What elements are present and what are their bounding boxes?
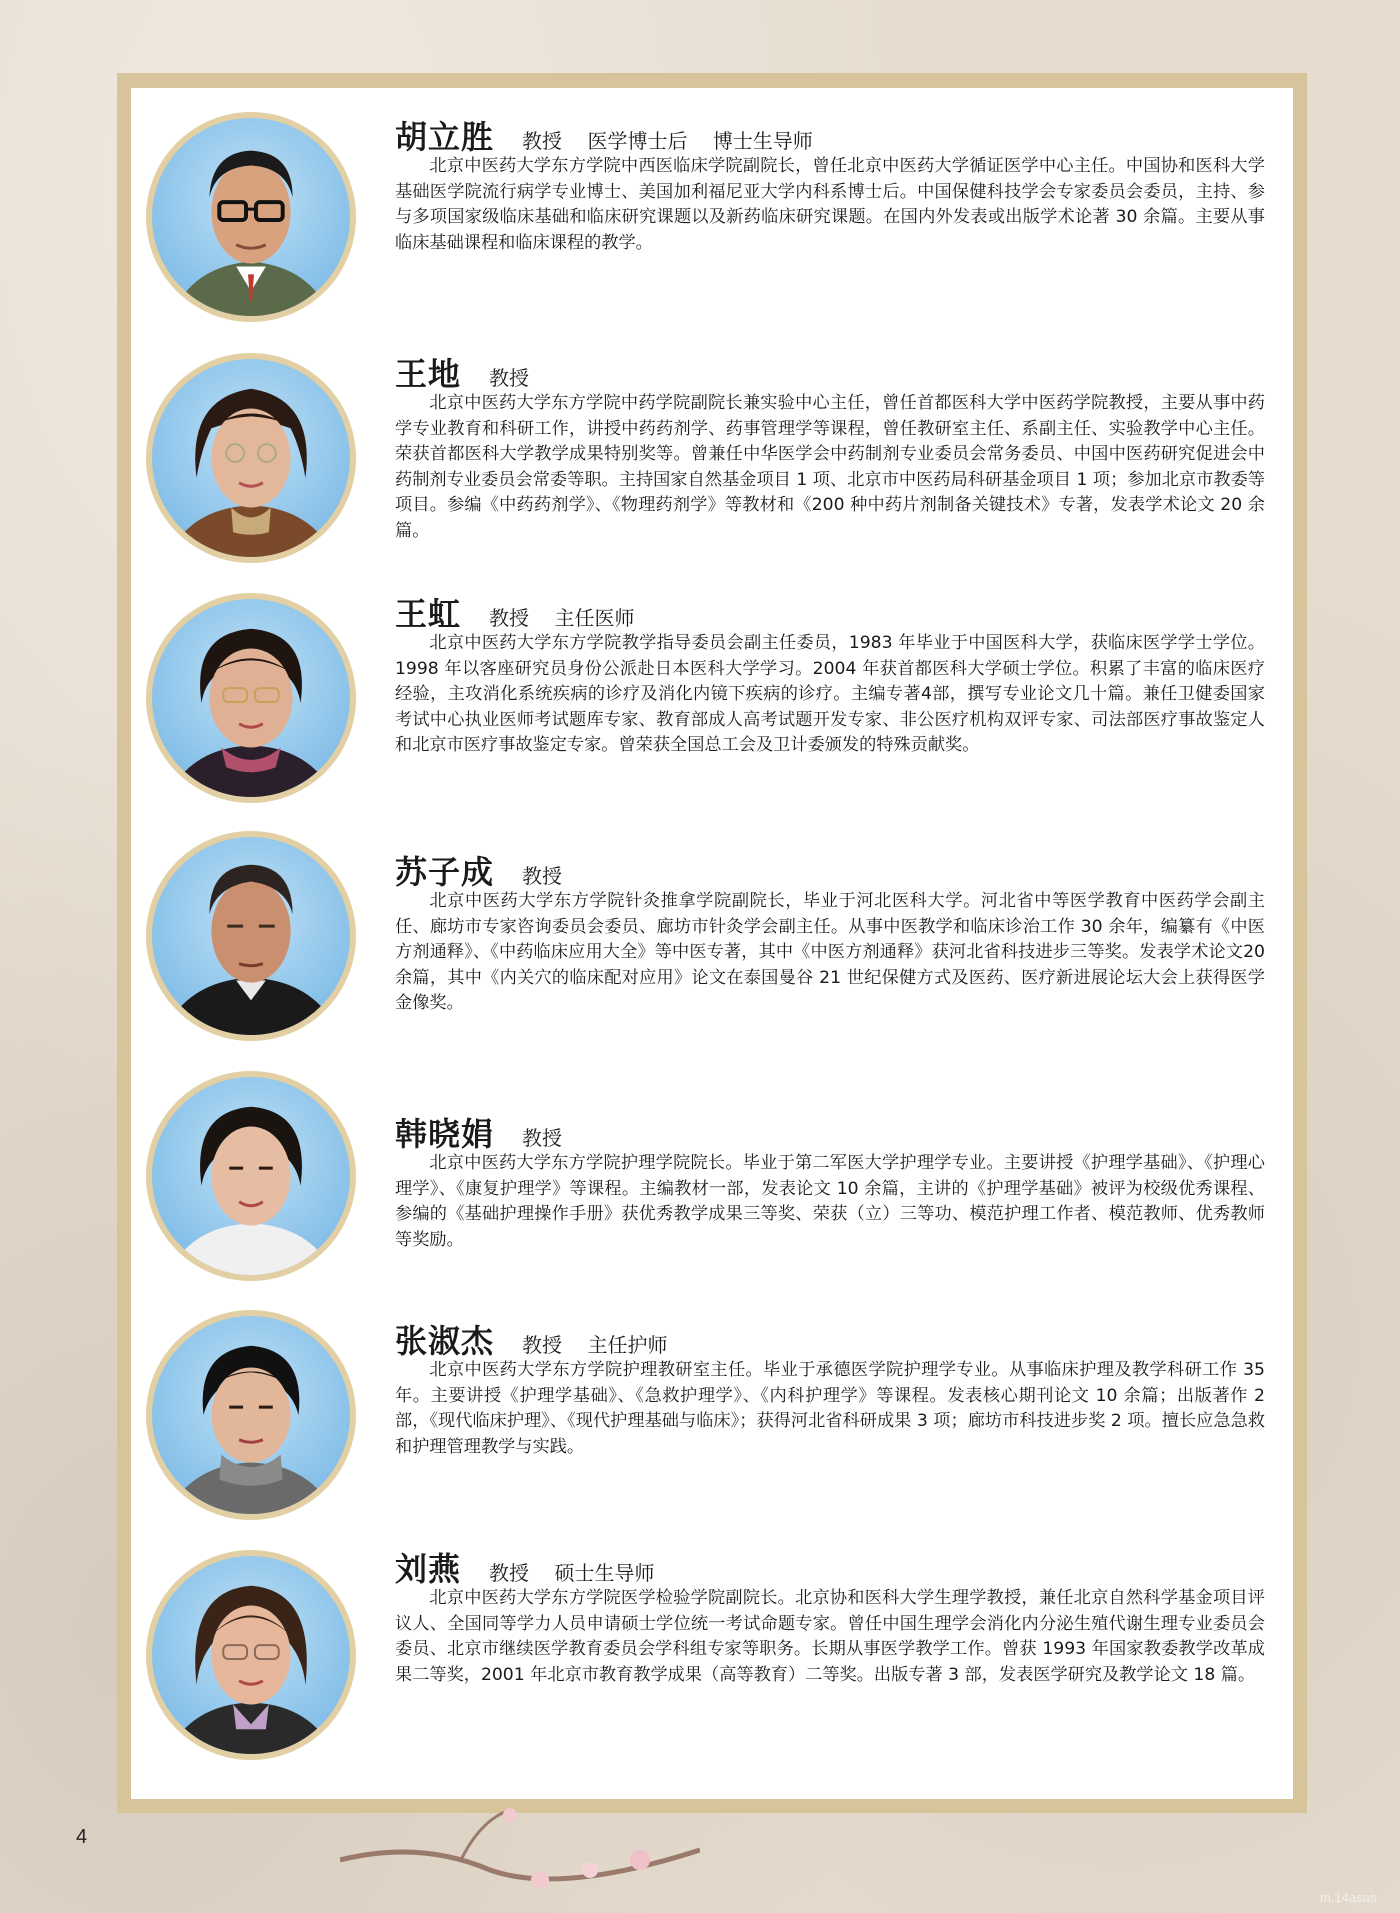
person-name: 胡立胜: [395, 118, 495, 156]
portrait-photo: [146, 1550, 356, 1760]
portrait-photo: [146, 112, 356, 322]
page-number: 4: [76, 1826, 88, 1848]
person-name: 苏子成: [395, 853, 495, 891]
person-titles: 教授 医学博士后 博士生导师: [522, 129, 813, 153]
person-titles: 教授: [489, 366, 530, 390]
portrait-photo: [146, 593, 356, 803]
portrait-image: [152, 599, 350, 797]
watermark-text: m.14asas.: [1320, 1890, 1380, 1905]
person-name: 王地: [395, 355, 462, 393]
person-description: 北京中医药大学东方学院护理教研室主任。毕业于承德医学院护理学专业。从事临床护理及教学科研工作 35 年。主要讲授《护理学基础》、《急救护理学》、《内科护理学》等课程。发表核心期刊论文 10 余篇；出版著作 2 部，《现代临床护理》、《现代护理基础与临床》；获得河北省科研成果 3 项；廊坊市科技进步奖 2 项。擅长应急急救和护理管理教学与实践。: [395, 1360, 1265, 1457]
profile-bio: [395, 1109, 1265, 1253]
portrait-image: [152, 118, 350, 316]
person-titles: 教授 主任护师: [522, 1333, 668, 1357]
faculty-panel: [131, 88, 1293, 1799]
profile-bio: [395, 589, 1265, 759]
portrait-image: [152, 1316, 350, 1514]
person-name: 张淑杰: [395, 1322, 495, 1360]
person-description: 北京中医药大学东方学院针灸推拿学院副院长，毕业于河北医科大学。河北省中等医学教育中医药学会副主任、廊坊市专家咨询委员会委员、廊坊市针灸学会副主任。从事中医教学和临床诊治工作 30 余年，编纂有《中医方剂通释》、《中药临床应用大全》等中医专著，其中《中医方剂通释》获河北省科技进步三等奖。发表学术论文20余篇，其中《内关穴的临床配对应用》论文在泰国曼谷 21 世纪保健方式及医药、医疗新进展论坛大会上获得医学金像奖。: [395, 891, 1265, 1014]
person-description: 北京中医药大学东方学院医学检验学院副院长。北京协和医科大学生理学教授，兼任北京自然科学基金项目评议人、全国同等学力人员申请硕士学位统一考试命题专家。曾任中国生理学会消化内分泌生殖代谢生理专业委员会委员、北京市继续医学教育委员会学科组专家等职务。长期从事医学教学工作。曾获 1993 年国家教委教学改革成果二等奖，2001 年北京市教育教学成果（高等教育）二等奖。出版专著 3 部，发表医学研究及教学论文 18 篇。: [395, 1588, 1265, 1685]
portrait-photo: [146, 1310, 356, 1520]
person-titles: 教授: [522, 864, 563, 888]
profile-bio: [395, 847, 1265, 1017]
portrait-image: [152, 837, 350, 1035]
portrait-photo: [146, 353, 356, 563]
portrait-photo: [146, 831, 356, 1041]
profile-bio: [395, 112, 1265, 256]
portrait-image: [152, 359, 350, 557]
portrait-image: [152, 1077, 350, 1275]
portrait-image: [152, 1556, 350, 1754]
person-description: 北京中医药大学东方学院护理学院院长。毕业于第二军医大学护理学专业。主要讲授《护理学基础》、《护理心理学》、《康复护理学》等课程。主编教材一部，发表论文 10 余篇，主讲的《护理学基础》被评为校级优秀课程、参编的《基础护理操作手册》获优秀教学成果三等奖、荣获（立）三等功、模范护理工作者、模范教师、优秀教师等奖励。: [395, 1153, 1265, 1250]
person-description: 北京中医药大学东方学院中药学院副院长兼实验中心主任，曾任首都医科大学中医药学院教授，主要从事中药学专业教育和科研工作，讲授中药药剂学、药事管理学等课程，曾任教研室主任、系副主任、实验教学中心主任。荣获首都医科大学教学成果特别奖等。曾兼任中华医学会中药制剂专业委员会常务委员、中国中医药研究促进会中药制剂专业委员会常委等职。主持国家自然基金项目 1 项、北京市中医药局科研基金项目 1 项；参加北京市教委等项目。参编《中药药剂学》、《物理药剂学》等教材和《200 种中药片剂制备关键技术》专著，发表学术论文 20 余篇。: [395, 393, 1265, 541]
person-name: 韩晓娟: [395, 1115, 495, 1153]
blossom-branch-decoration: [340, 1800, 700, 1913]
person-name: 刘燕: [395, 1550, 462, 1588]
person-description: 北京中医药大学东方学院中西医临床学院副院长，曾任北京中医药大学循证医学中心主任。中国协和医科大学基础医学院流行病学专业博士、美国加利福尼亚大学内科系博士后。中国保健科技学会专家委员会委员，主持、参与多项国家级临床基础和临床研究课题以及新药临床研究课题。在国内外发表或出版学术论著 30 余篇。主要从事临床基础课程和临床课程的教学。: [395, 156, 1265, 253]
profile-bio: [395, 1544, 1265, 1688]
person-titles: 教授: [522, 1126, 563, 1150]
portrait-photo: [146, 1071, 356, 1281]
person-description: 北京中医药大学东方学院教学指导委员会副主任委员，1983 年毕业于中国医科大学，获临床医学学士学位。1998 年以客座研究员身份公派赴日本医科大学学习。2004 年获首都医科大学硕士学位。积累了丰富的临床医疗经验，主攻消化系统疾病的诊疗及消化内镜下疾病的诊疗。主编专著4部，撰写专业论文几十篇。兼任卫健委国家考试中心执业医师考试题库专家、教育部成人高考试题开发专家、非公医疗机构双评专家、司法部医疗事故鉴定人和北京市医疗事故鉴定专家。曾荣获全国总工会及卫计委颁发的特殊贡献奖。: [395, 633, 1265, 756]
person-titles: 教授 硕士生导师: [489, 1561, 655, 1585]
person-name: 王虹: [395, 595, 462, 633]
profile-bio: [395, 349, 1265, 545]
profile-bio: [395, 1316, 1265, 1460]
person-titles: 教授 主任医师: [489, 606, 635, 630]
